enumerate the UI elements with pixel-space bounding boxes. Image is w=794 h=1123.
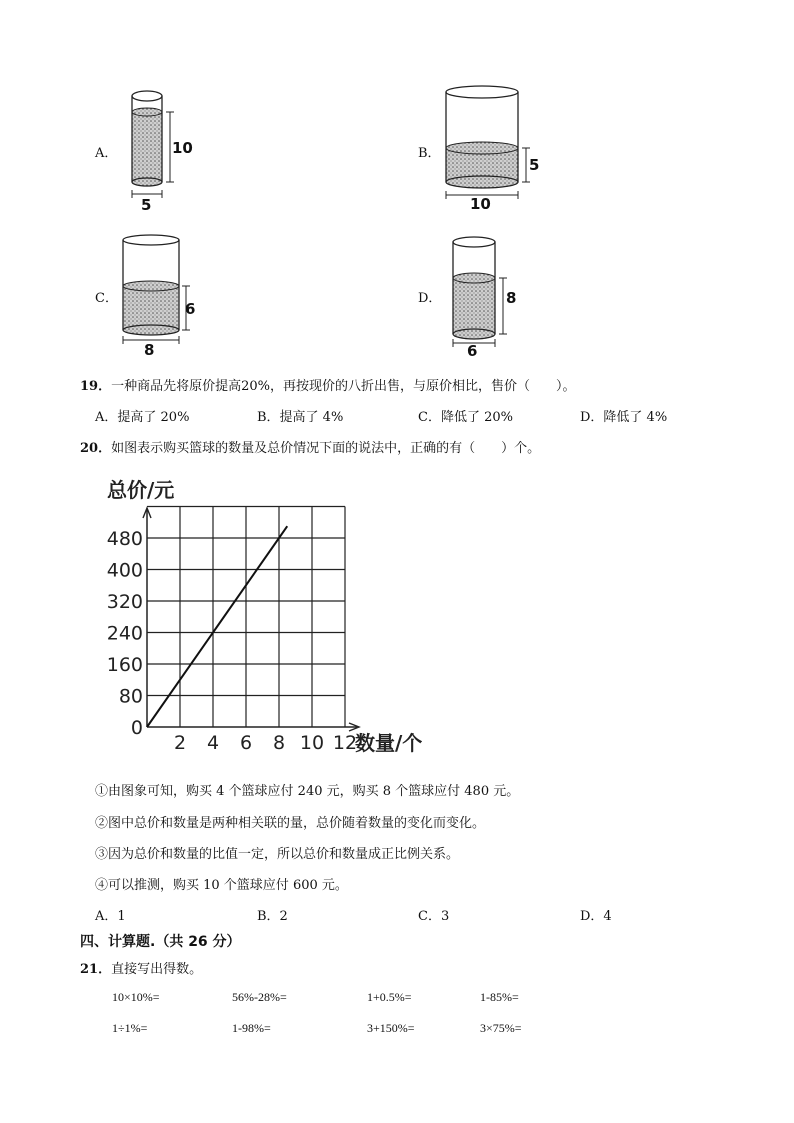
option-b-letter: B． [418, 146, 441, 161]
calc-item: 1-85%= [480, 990, 519, 1004]
x-tick-label: 12 [332, 732, 358, 754]
q20-option-c[interactable]: C．3 [418, 909, 450, 924]
y-tick-label: 320 [106, 591, 143, 613]
y-tick-label: 160 [106, 654, 143, 676]
q19-option-d[interactable]: D．降低了 4% [580, 410, 668, 425]
q20-option-a[interactable]: A．1 [95, 909, 126, 924]
x-tick-label: 4 [206, 732, 220, 754]
cylinder-a-width-label: 5 [141, 196, 152, 214]
x-axis-label: 数量/个 [355, 731, 423, 755]
x-tick-label: 8 [272, 732, 286, 754]
x-tick-label: 6 [239, 732, 253, 754]
question-20 [80, 437, 540, 456]
question-number: 20． [80, 441, 112, 456]
section-title: 四、计算题.（共 26 分） [80, 934, 241, 950]
q20-statement-2: ②图中总价和数量是两种相关联的量，总价随着数量的变化而变化。 [95, 816, 486, 831]
price-quantity-chart [95, 470, 435, 760]
cylinder-b-height-label: 5 [529, 156, 540, 174]
question-19 [80, 375, 576, 394]
cylinder-c-height-label: 6 [185, 300, 196, 318]
y-tick-label: 80 [118, 685, 143, 708]
q19-option-c[interactable]: C．降低了 20% [418, 410, 513, 425]
y-axis-label: 总价/元 [107, 478, 175, 502]
x-tick-label: 10 [299, 732, 325, 754]
calc-item: 3+150%= [367, 1021, 415, 1035]
cylinder-a-figure [118, 84, 208, 216]
y-tick-label: 0 [130, 717, 143, 739]
y-tick-label: 480 [106, 528, 143, 550]
question-text: 直接写出得数。 [111, 962, 203, 977]
q19-option-a[interactable]: A．提高了 20% [95, 410, 190, 425]
q20-statement-1: ①由图象可知，购买 4 个篮球应付 240 元，购买 8 个篮球应付 480 元。 [95, 784, 520, 799]
cylinder-a-height-label: 10 [172, 139, 193, 157]
cylinder-c-figure [116, 228, 206, 350]
q19-option-b[interactable]: B．提高了 4% [257, 410, 344, 425]
q20-statement-4: ④可以推测，购买 10 个篮球应付 600 元。 [95, 878, 348, 893]
question-21 [80, 958, 202, 977]
q20-option-d[interactable]: D．4 [580, 909, 612, 924]
option-d-letter: D． [418, 291, 442, 306]
y-tick-label: 240 [106, 622, 143, 645]
q20-option-b[interactable]: B．2 [257, 909, 288, 924]
calc-item: 3×75%= [480, 1021, 522, 1035]
cylinder-c-width-label: 8 [144, 341, 155, 359]
series-line [147, 526, 287, 727]
cylinder-d-width-label: 6 [467, 342, 478, 360]
option-a-letter: A． [95, 146, 118, 161]
calc-item: 1-98%= [232, 1021, 271, 1035]
calc-item: 56%-28%= [232, 990, 287, 1004]
q20-statement-3: ③因为总价和数量的比值一定，所以总价和数量成正比例关系。 [95, 847, 460, 862]
question-text: 一种商品先将原价提高20%，再按现价的八折出售，与原价相比，售价（ ）。 [111, 379, 576, 394]
question-text: 如图表示购买篮球的数量及总价情况下面的说法中，正确的有（ ）个。 [111, 441, 541, 456]
y-tick-label: 400 [106, 559, 143, 582]
cylinder-b-width-label: 10 [470, 195, 491, 213]
cylinder-b-figure [440, 82, 550, 210]
x-tick-label: 2 [173, 732, 187, 754]
cylinder-d-height-label: 8 [506, 289, 517, 307]
option-c-letter: C． [95, 291, 118, 306]
calc-item: 1+0.5%= [367, 990, 412, 1004]
question-number: 19． [80, 379, 112, 394]
calc-item: 10×10%= [112, 990, 160, 1004]
question-number: 21． [80, 962, 112, 977]
calc-item: 1÷1%= [112, 1021, 148, 1035]
